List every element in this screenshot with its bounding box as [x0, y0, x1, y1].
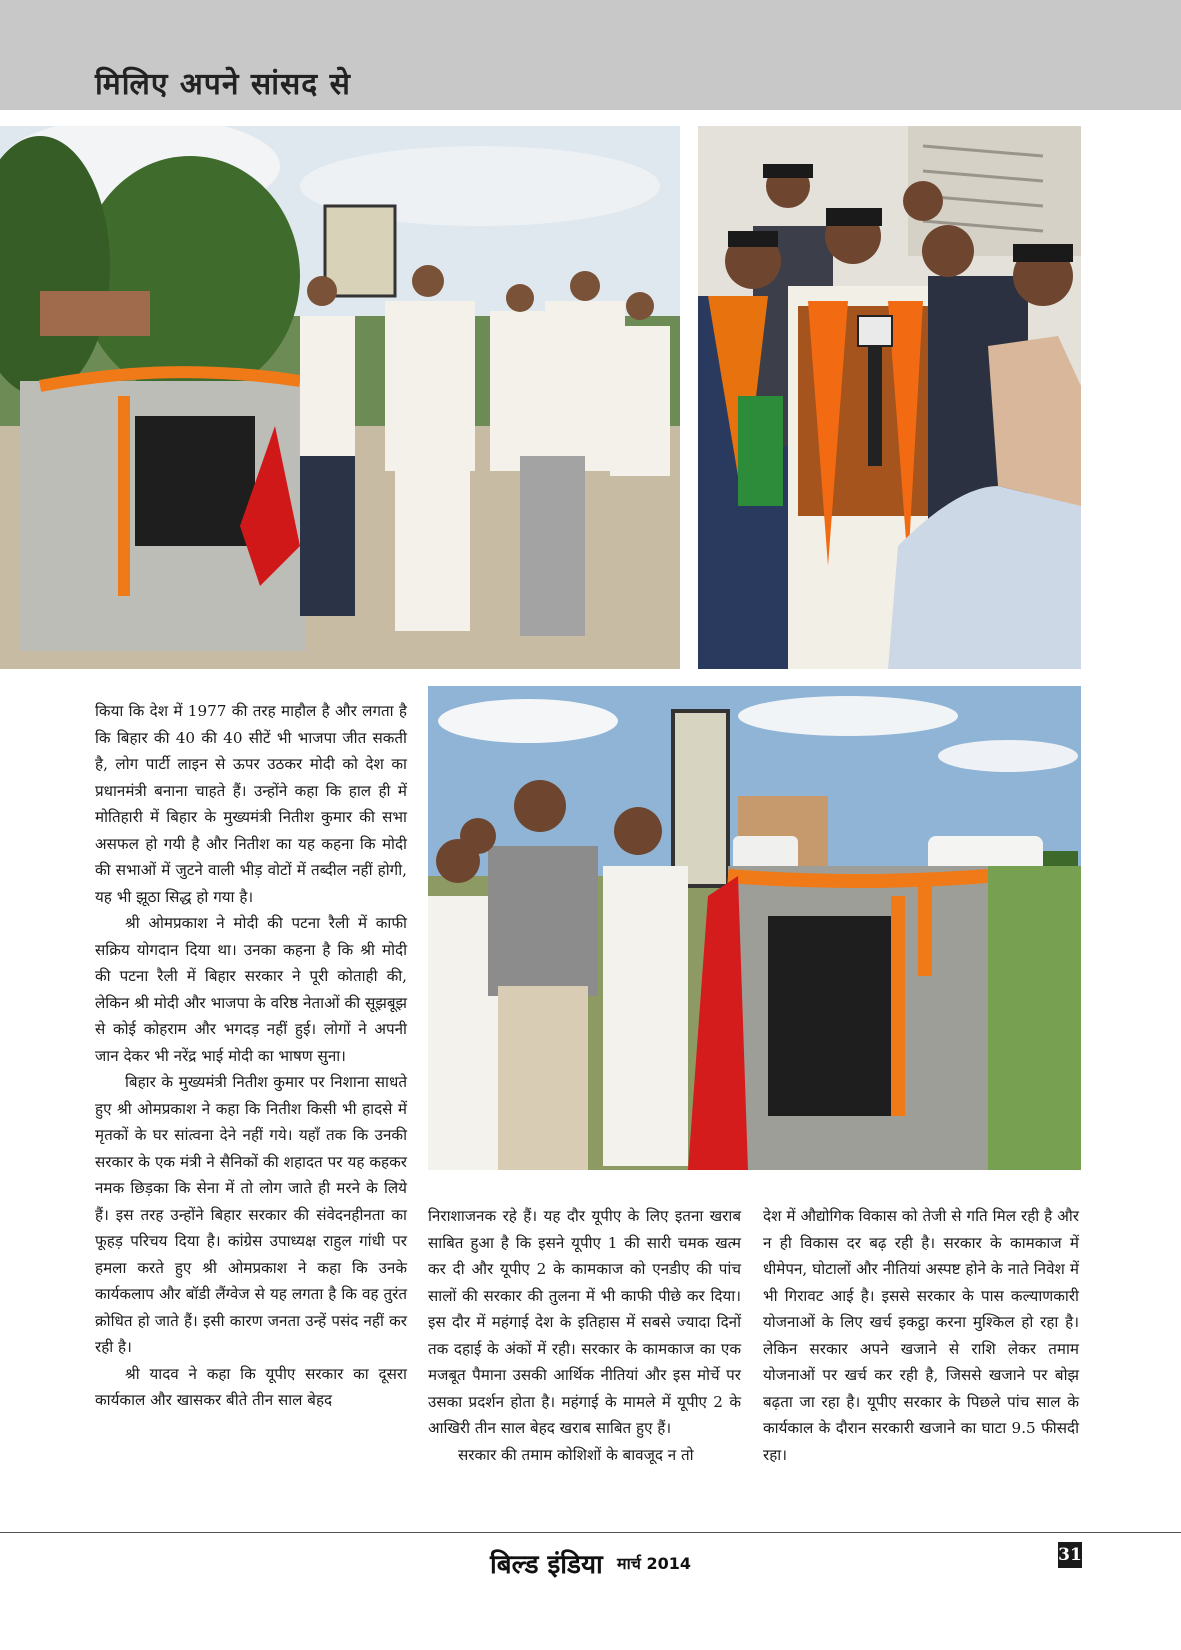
footer-rule — [0, 1532, 1181, 1533]
middle-paragraph-1: निराशाजनक रहे हैं। यह दौर यूपीए के लिए इतना खराब साबित हुआ है कि इसने यूपीए 1 की सारी चमक खत्म कर दी और यूपीए 2 के कामकाज को एनडीए की पांच सालों की सरकार की तुलना में भी काफी पीछे कर दिया। इस दौर में महंगाई देश के इतिहास में सबसे ज्यादा दिनों तक दहाई के अंकों में रही। सरकार के कामकाज का एक मजबूत पैमाना उसकी आर्थिक नीतियां और इस मोर्चे पर उसका प्रदर्शन होता है। महंगाई के मामले में यूपीए 2 के आखिरी तीन साल बेहद खराब साबित हुए हैं। — [428, 1207, 741, 1437]
text-column-right — [763, 1203, 1079, 1468]
issue-date: मार्च 2014 — [617, 1554, 691, 1573]
left-paragraph-4: श्री यादव ने कहा कि यूपीए सरकार का दूसरा कार्यकाल और खासकर बीते तीन साल बेहद — [95, 1364, 407, 1409]
left-paragraph-2: श्री ओमप्रकाश ने मोदी की पटना रैली में काफी सक्रिय योगदान दिया था। उनका कहना है कि श्री मोदी की पटना रैली में बिहार सरकार ने पूरी कोताही की, लेकिन श्री मोदी और भाजपा के वरिष्ठ नेताओं की सूझबूझ से कोई कोहराम और भगदड़ नहीं हुई। लोगों ने अपनी जान देकर भी नरेंद्र भाई मोदी का भाषण सुना। — [95, 914, 407, 1065]
right-paragraph-1: देश में औद्योगिक विकास को तेजी से गति मिल रही है और न ही विकास दर बढ़ रही है। सरकार के कामकाज में धीमेपन, घोटालों और नीतियां अस्पष्ट होने के नाते निवेश में भी गिरावट आई है। इससे सरकार के पास कल्याणकारी योजनाओं के लिए खर्च इकट्ठा करना मुश्किल हो रहा है। लेकिन सरकार अपने खजाने से राशि लेकर तमाम योजनाओं पर खर्च कर रही है, जिससे खजाने पर बोझ बढ़ता जा रहा है। यूपीए सरकार के पिछले पांच साल के कार्यकाल के दौरान सरकारी खजाने का घाटा 9.5 फीसदी रहा। — [763, 1207, 1079, 1464]
left-paragraph-3: बिहार के मुख्यमंत्री नितीश कुमार पर निशाना साधते हुए श्री ओमप्रकाश ने कहा कि नितीश किसी भी हादसे में मृतकों के घर सांत्वना देने नहीं गये। यहाँ तक कि उनकी सरकार के एक मंत्री ने सैनिकों की शहादत पर यह कहकर नमक छिड़का कि सेना में तो लोग जाते ही मरने के लिये हैं। इस तरह उन्होंने बिहार सरकार की संवेदनहीनता का फूहड़ परिचय दिया है। कांग्रेस उपाध्यक्ष राहुल गांधी पर हमला करते हुए श्री ओमप्रकाश ने कहा कि उनके कार्यकलाप और बॉडी लैंग्वेज से यह लगता है कि वह तुरंत क्रोधित हो जाते हैं। इसी कारण जनता उन्हें पसंद नहीं कर रही है। — [95, 1073, 407, 1356]
left-paragraph-1: किया कि देश में 1977 की तरह माहौल है और लगता है कि बिहार की 40 की 40 सीटें भी भाजपा जीत सकती है, लोग पार्टी लाइन से ऊपर उठकर मोदी को देश का प्रधानमंत्री बनाना चाहते हैं। उन्होंने कहा कि हाल ही में मोतिहारी में बिहार के मुख्यमंत्री नितीश कुमार की सभा असफल हो गयी है और नितीश का यह कहना कि मोदी की सभाओं में जुटने वाली भीड़ वोटों में तब्दील नहीं होगी, यह भी झूठा सिद्ध हो गया है। — [95, 702, 407, 906]
text-column-middle — [428, 1203, 741, 1468]
middle-paragraph-2: सरकार की तमाम कोशिशों के बावजूद न तो — [458, 1445, 694, 1464]
photo-middle-right — [428, 686, 1081, 1170]
page-number: 31 — [1058, 1542, 1082, 1568]
magazine-name: बिल्ड इंडिया — [490, 1550, 603, 1580]
photo-top-right — [698, 126, 1081, 669]
text-column-left — [95, 698, 407, 1414]
photo-top-left — [0, 126, 680, 669]
section-title: मिलिए अपने सांसद से — [95, 67, 351, 102]
